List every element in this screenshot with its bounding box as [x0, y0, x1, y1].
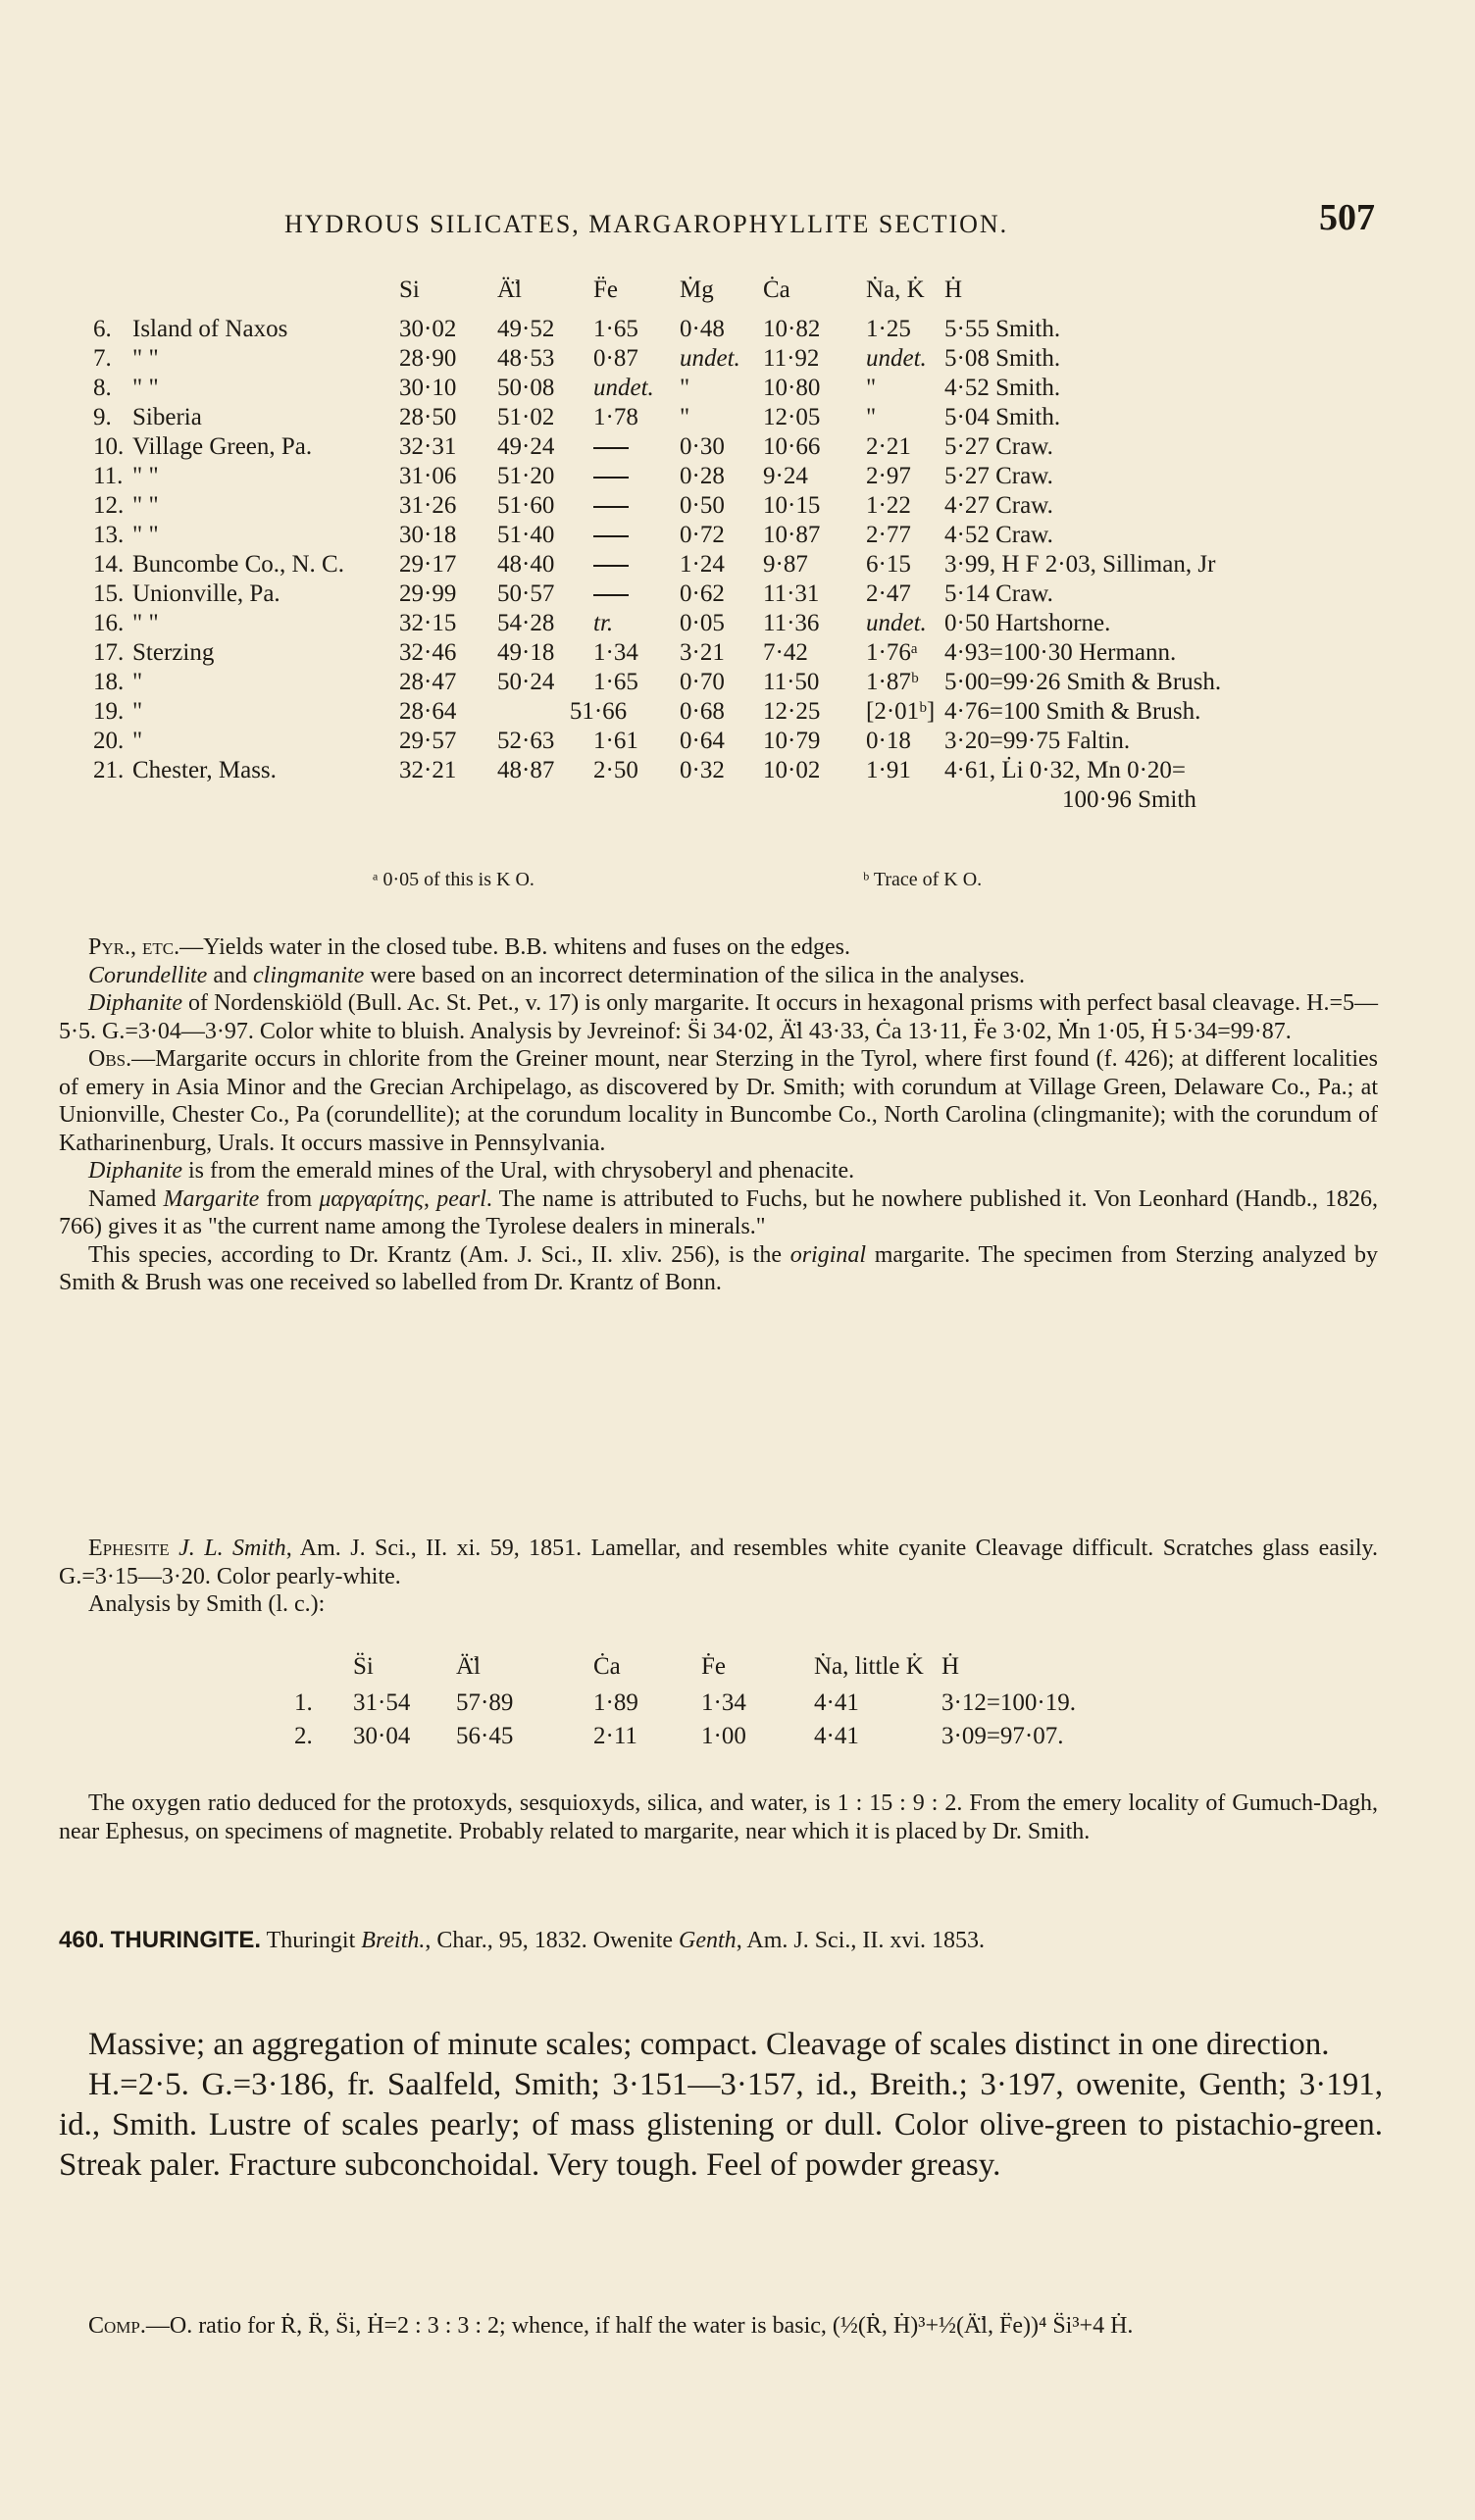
table-row: 16. " " 32·15 54·28 tr. 0·05 11·36 undet. 0·50 Hartshorne.: [93, 610, 1111, 636]
col-header-si: S̈i: [353, 1653, 374, 1680]
table-header-row: [93, 277, 1356, 316]
table-row: 2. 30·04 56·45 2·11 1·00 4·41 3·09=97·07.: [294, 1723, 1064, 1749]
table-row: 18. " 28·47 50·24 1·65 0·70 11·50 1·87ᵇ 5·00=99·26 Smith & Brush.: [93, 669, 1222, 695]
description-p2: H.=2·5. G.=3·186, fr. Saalfeld, Smith; 3·151—3·157, id., Breith.; 3·197, owenite, Genth; 3·191, id., Smith. Lustre of scales pearly; of mass glistening or dull. Color olive-green to pistachio-green. Streak paler. Fracture subconchoidal. Very tough. Feel of powder greasy.: [59, 2067, 1383, 2183]
description-p1: Massive; an aggregation of minute scales; compact. Cleavage of scales distinct in one direction.: [88, 2027, 1330, 2062]
comp-section: [59, 2312, 1378, 2341]
table-row: 11. " " 31·06 51·20 0·28 9·24 2·97 5·27 Craw.: [93, 463, 1053, 489]
page-number: 507: [1319, 197, 1375, 238]
diphanite-paragraph: Diphanite of Nordenskiöld (Bull. Ac. St. Pet., v. 17) is only margarite. It occurs in hexagonal prisms with perfect basal cleavage. H.=5—5·5. G.=3·04—3·97. Color white to bluish. Analysis by Jevreinof: S̈i 34·02, Ä̈l 43·33, Ċa 13·11, F̈e 3·02, Ṁn 1·05, Ḣ 5·34=99·87.: [59, 990, 1378, 1044]
table-row: 19. " 28·64 51·66 0·68 12·25 [2·01ᵇ] 4·76=100 Smith & Brush.: [93, 698, 1201, 725]
col-header-fe: F̈e: [593, 277, 618, 303]
dash: [593, 477, 629, 479]
dash: [593, 565, 629, 567]
comp-paragraph: Comp.—O. ratio for Ṙ, R̈, S̈i, Ḣ=2 : 3 : 3 : 2; whence, if half the water is basic, (½(Ṙ, Ḣ)³+½(Ä̈l, F̈e))⁴ S̈i³+4 Ḣ.: [88, 2313, 1134, 2339]
col-header-na-k: Ṅa, K̇: [866, 277, 925, 303]
diphanite-locality: Diphanite is from the emerald mines of the Ural, with chrysoberyl and phenacite.: [88, 1158, 855, 1184]
table-row: 1. 31·54 57·89 1·89 1·34 4·41 3·12=100·19.: [294, 1689, 1076, 1716]
dash: [593, 506, 629, 508]
col-header-fe: Ḟe: [701, 1653, 726, 1680]
col-header-na-k: Ṅa, little K̇: [814, 1653, 924, 1680]
col-header-ca: Ċa: [763, 277, 790, 303]
table-row: 10. Village Green, Pa. 32·31 49·24 0·30 10·66 2·21 5·27 Craw.: [93, 433, 1053, 460]
named-paragraph: Named Margarite from μαργαρίτης, pearl. The name is attributed to Fuchs, but he nowhere published it. Von Leonhard (Handb., 1826, 766) gives it as "the current name among the Tyrolese dealers in minerals.": [59, 1185, 1379, 1239]
table-row: 9. Siberia 28·50 51·02 1·78 " 12·05 " 5·04 Smith.: [93, 404, 1061, 430]
obs-paragraph: Obs.—Margarite occurs in chlorite from the Greiner mount, near Sterzing in the Tyrol, where first found (f. 426); at different localities of emery in Asia Minor and the Grecian Archipelago, as discovered by Dr. Smith; with corundum at Village Green, Delaware Co., Pa.; at Unionville, Chester Co., Pa (corundellite); at the corundum locality in Buncombe Co., North Carolina (clingmanite); with the corundum of Katharinenburg, Urals. It occurs massive in Pennsylvania.: [59, 1046, 1378, 1156]
dash: [593, 447, 629, 449]
col-header-h: Ḣ: [944, 277, 963, 303]
dash: [593, 594, 629, 596]
thuringite-heading: [59, 1927, 1378, 1955]
table-row: 12. " " 31·26 51·60 0·50 10·15 1·22 4·27 Craw.: [93, 492, 1053, 519]
col-header-al: Ä̈l: [456, 1653, 481, 1680]
ephesite-analysis-intro: Analysis by Smith (l. c.):: [88, 1591, 326, 1617]
dash: [593, 535, 629, 537]
table-row: 8. " " 30·10 50·08 undet. " 10·80 " 4·52 Smith.: [93, 375, 1061, 401]
col-header-si: Si: [399, 277, 420, 303]
table-row: 15. Unionville, Pa. 29·99 50·57 0·62 11·31 2·47 5·14 Craw.: [93, 580, 1053, 607]
col-header-mg: Ṁg: [680, 277, 714, 303]
corundellite-paragraph: Corundellite and clingmanite were based on an incorrect determination of the silica in the analyses.: [88, 962, 1026, 988]
table-row: 21. Chester, Mass. 32·21 48·87 2·50 0·32 10·02 1·91 4·61, L̇i 0·32, Mn 0·20=: [93, 757, 1187, 783]
running-head: HYDROUS SILICATES, MARGAROPHYLLITE SECTION.: [284, 210, 1009, 238]
ephesite-oxygen: [59, 1789, 1378, 1845]
page-header: [0, 196, 1475, 245]
table-row: 17. Sterzing 32·46 49·18 1·34 3·21 7·42 1·76ᵃ 4·93=100·30 Hermann.: [93, 639, 1177, 666]
pyr-paragraph: Pyr., etc.—Yields water in the closed tube. B.B. whitens and fuses on the edges.: [88, 934, 850, 960]
ephesite-table: [294, 1647, 1138, 1753]
oxygen-paragraph: The oxygen ratio deduced for the protoxyds, sesquioxyds, silica, and water, is 1 : 15 : 9 : 2. From the emery locality of Gumuch-Dagh, near Ephesus, on specimens of magnetite. Probably related to margarite, near which it is placed by Dr. Smith.: [59, 1790, 1378, 1844]
table-row: 6. Island of Naxos 30·02 49·52 1·65 0·48 10·82 1·25 5·55 Smith.: [93, 316, 1061, 342]
col-header-ca: Ċa: [593, 1653, 621, 1680]
ephesite-paragraph: Ephesite J. L. Smith, Am. J. Sci., II. xi. 59, 1851. Lamellar, and resembles white cyanite Cleavage difficult. Scratches glass easily. G.=3·15—3·20. Color pearly-white.: [59, 1536, 1379, 1589]
thuringite-description: [59, 2025, 1383, 2186]
table-row: 13. " " 30·18 51·40 0·72 10·87 2·77 4·52 Craw.: [93, 522, 1053, 548]
ephesite-section: [59, 1535, 1378, 1619]
margarite-notes: [59, 933, 1378, 1297]
col-header-al: Ä̈l: [497, 277, 522, 303]
table-row: 20. " 29·57 52·63 1·61 0·64 10·79 0·18 3·20=99·75 Faltin.: [93, 728, 1131, 754]
analyses-table: [93, 277, 1356, 816]
krantz-paragraph: This species, according to Dr. Krantz (Am. J. Sci., II. xliv. 256), is the original margarite. The specimen from Sterzing analyzed by Smith & Brush was one received so labelled from Dr. Krantz of Bonn.: [59, 1241, 1379, 1295]
table-row: 7. " " 28·90 48·53 0·87 undet. 11·92 undet. 5·08 Smith.: [93, 345, 1061, 372]
col-header-h: Ḣ: [941, 1653, 960, 1680]
footnote-b: ᵇ Trace of K O.: [863, 869, 983, 890]
table-header-row: [294, 1647, 1138, 1687]
table-row-continuation: 100·96 Smith: [1062, 786, 1196, 813]
table-row: 14. Buncombe Co., N. C. 29·17 48·40 1·24 9·87 6·15 3·99, H F 2·03, Silliman, Jr: [93, 551, 1216, 578]
thuringite-title: 460. THURINGITE. Thuringit Breith., Char., 95, 1832. Owenite Genth, Am. J. Sci., II. xvi. 1853.: [59, 1927, 986, 1953]
footnote-a: ᵃ 0·05 of this is K O.: [373, 869, 534, 890]
